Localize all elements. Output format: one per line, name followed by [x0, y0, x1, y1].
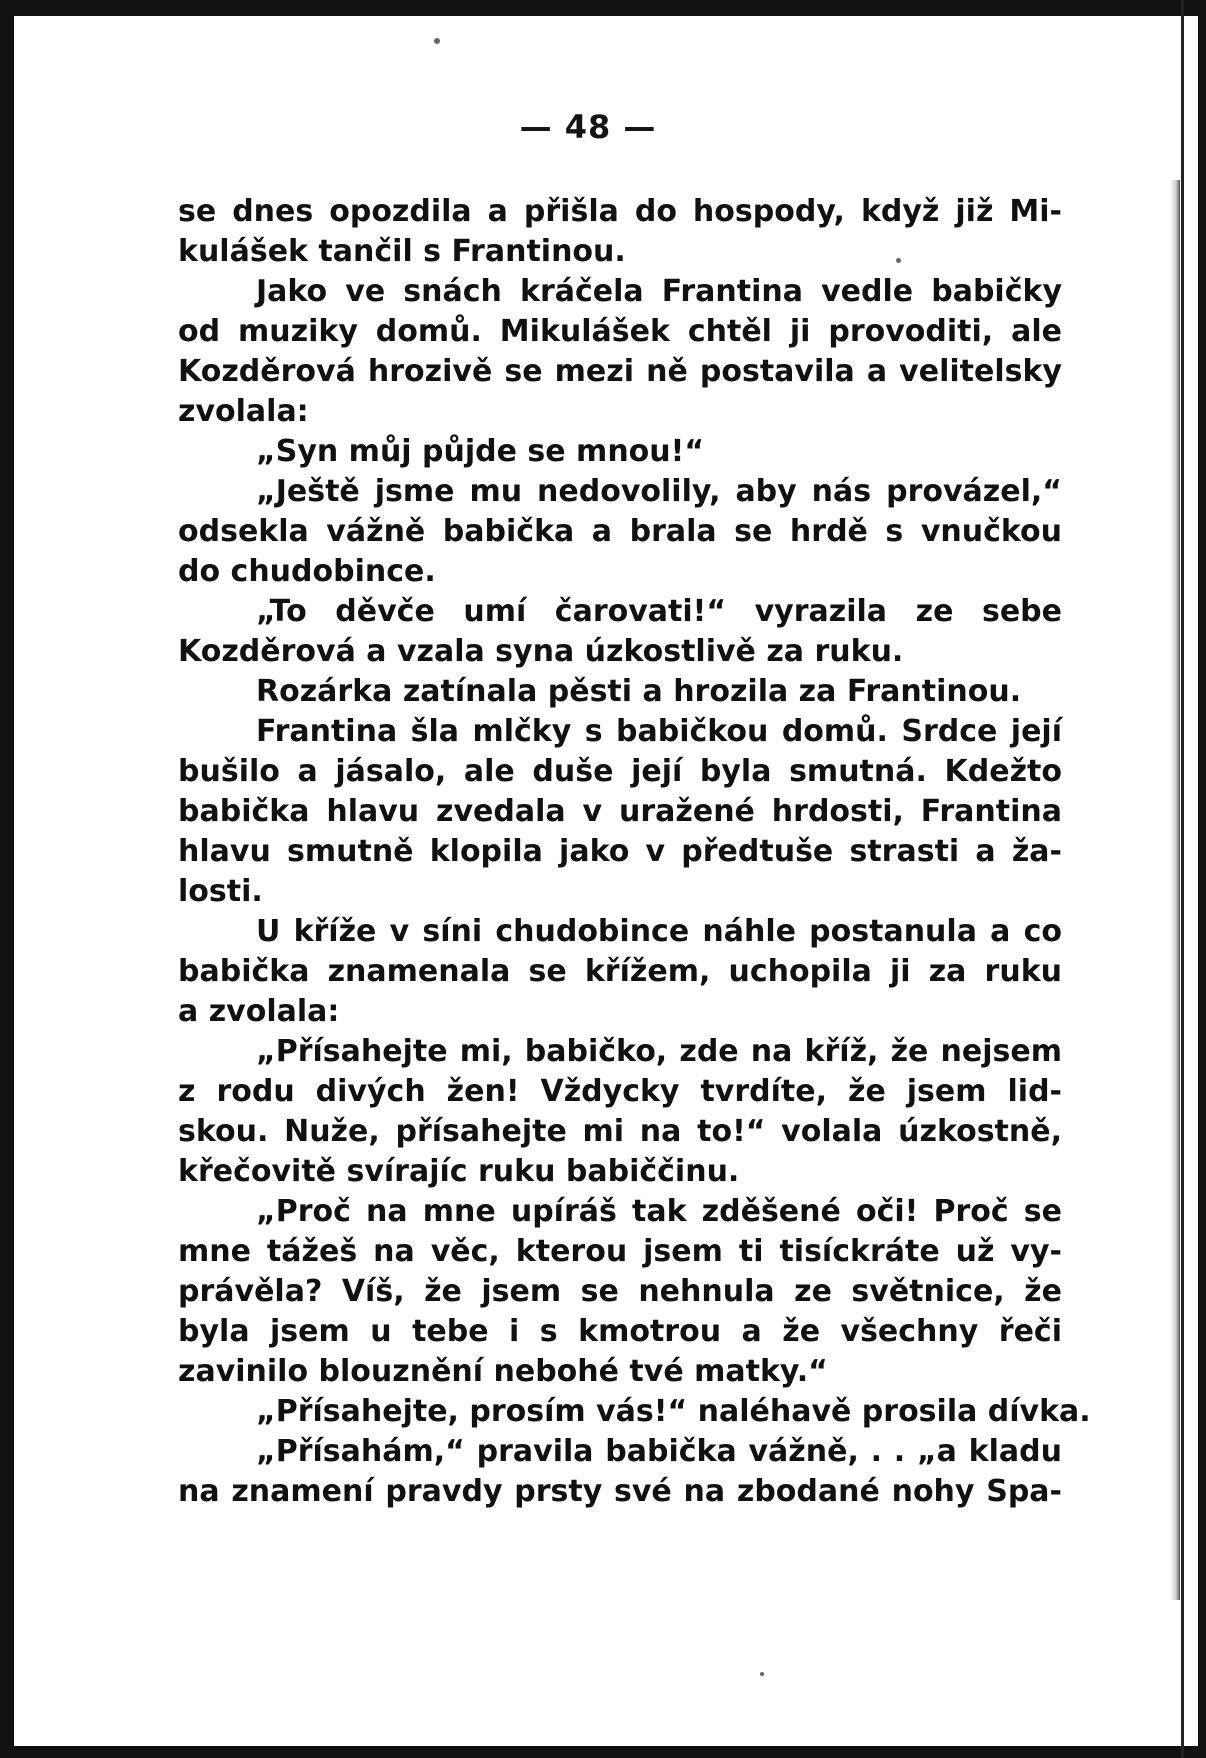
text-line: babička hlavu zvedala v uražené hrdosti, Frantina — [178, 794, 1062, 829]
text-line: Frantina šla mlčky s babičkou domů. Srdce její — [256, 714, 1062, 749]
text-line: Jako ve snách kráčela Frantina vedle babičky — [256, 274, 1062, 309]
text-line: Kozděrová a vzala syna úzkostlivě za ruku. — [178, 634, 904, 669]
text-line: a zvolala: — [178, 994, 340, 1029]
text-line: Kozděrová hrozivě se mezi ně postavila a velitelsky — [178, 354, 1062, 389]
text-line: křečovitě svírajíc ruku babiččinu. — [178, 1154, 740, 1189]
text-line: hlavu smutně klopila jako v předtuše strasti a ža- — [178, 834, 1062, 869]
text-line: „Přísahejte, prosím vás!“ naléhavě prosila dívka. — [256, 1394, 1091, 1429]
text-line: byla jsem u tebe i s kmotrou a že všechny řeči — [178, 1314, 1062, 1349]
text-line: mne tážeš na věc, kterou jsem ti tisíckráte už vy- — [178, 1234, 1062, 1269]
text-line: babička znamenala se křížem, uchopila ji za ruku — [178, 954, 1062, 989]
text-line: se dnes opozdila a přišla do hospody, když již Mi- — [178, 194, 1062, 229]
text-line: losti. — [178, 874, 263, 909]
text-line: do chudobince. — [178, 554, 436, 589]
scan-edge-right-inner — [1181, 0, 1184, 1758]
text-line: na znamení pravdy prsty své na zbodané nohy Spa- — [178, 1474, 1062, 1509]
text-line: U kříže v síni chudobince náhle postanula a co — [256, 914, 1062, 949]
text-line: zavinilo blouznění nebohé tvé matky.“ — [178, 1354, 828, 1389]
scan-edge-left — [0, 0, 14, 1758]
text-line: „Přísahejte mi, babičko, zde na kříž, že nejsem — [256, 1034, 1062, 1069]
scan-speck — [434, 38, 440, 44]
text-line: kulášek tančil s Frantinou. — [178, 234, 626, 269]
text-line: právěla? Víš, že jsem se nehnula ze světnice, že — [178, 1274, 1062, 1309]
text-line: Rozárka zatínala pěsti a hrozila za Frantinou. — [256, 674, 1022, 709]
text-line: „To děvče umí čarovati!“ vyrazila ze sebe — [256, 594, 1062, 629]
text-line: „Ještě jsme mu nedovolily, aby nás provázel,“ — [256, 474, 1062, 509]
body-text — [178, 192, 1091, 1512]
text-line: odsekla vážně babička a brala se hrdě s vnučkou — [178, 514, 1062, 549]
text-line: „Proč na mne upíráš tak zděšené oči! Proč se — [256, 1194, 1062, 1229]
text-line: od muziky domů. Mikulášek chtěl ji provoditi, ale — [178, 314, 1062, 349]
scan-edge-bottom — [0, 1746, 1206, 1758]
text-line: bušilo a jásalo, ale duše její byla smutná. Kdežto — [178, 754, 1062, 789]
scan-edge-top — [0, 0, 1206, 16]
page-number: — 48 — — [519, 108, 657, 146]
scan-speck — [760, 1672, 764, 1676]
text-line: „Syn můj půjde se mnou!“ — [256, 434, 705, 469]
text-line: „Přísahám,“ pravila babička vážně, . . „a kladu — [256, 1434, 1062, 1469]
text-line: zvolala: — [178, 394, 309, 429]
scan-edge-right — [1198, 0, 1206, 1758]
page-curl-shadow — [1170, 180, 1180, 1600]
text-line: z rodu divých žen! Vždycky tvrdíte, že jsem lid- — [178, 1074, 1062, 1109]
text-line: skou. Nuže, přísahejte mi na to!“ volala úzkostně, — [178, 1114, 1062, 1149]
